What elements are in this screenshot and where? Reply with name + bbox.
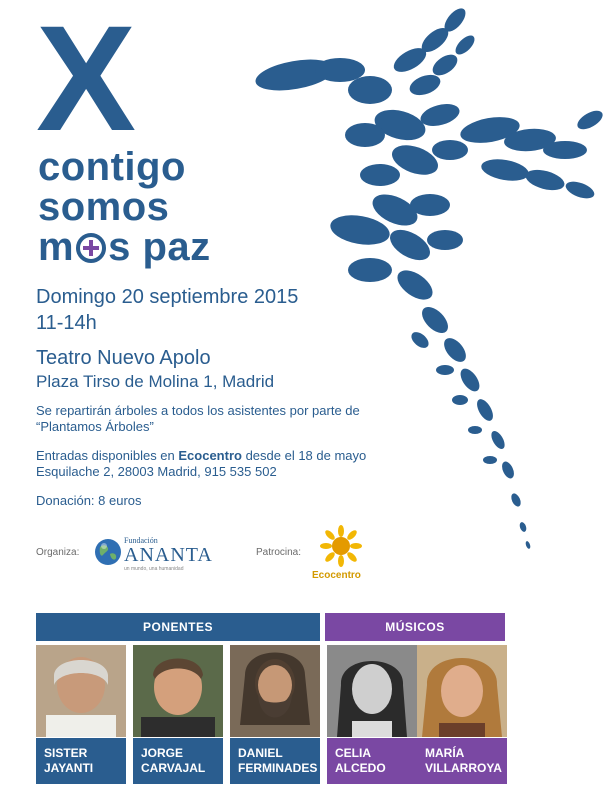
ananta-name: ANANTA xyxy=(124,544,213,566)
organizer-label: Organiza: xyxy=(36,547,80,558)
tickets-post: desde el 18 de mayo xyxy=(241,448,367,463)
sunflower-icon xyxy=(320,525,362,567)
name-first: CELIA xyxy=(335,746,371,760)
title-m: m xyxy=(38,225,75,269)
musicos-header: MÚSICOS xyxy=(325,613,505,641)
name-last: ALCEDO xyxy=(335,761,386,775)
musician-name-villarroya xyxy=(417,738,507,784)
title-s-paz: s paz xyxy=(108,225,211,269)
name-last: VILLARROYA xyxy=(425,761,502,775)
event-date: Domingo 20 septiembre 2015 xyxy=(36,286,299,308)
musician-photo-villarroya xyxy=(417,645,507,737)
speaker-photo-carvajal xyxy=(133,645,223,737)
title-line-mas-paz xyxy=(38,227,211,267)
tickets-address: Esquilache 2, 28003 Madrid, 915 535 502 xyxy=(36,464,277,479)
name-first: MARÍA xyxy=(425,746,465,760)
ecocentro-logo: Ecocentro xyxy=(312,570,361,581)
globe-icon xyxy=(94,538,122,566)
ananta-logo xyxy=(124,536,213,572)
title-x-glyph xyxy=(36,18,136,143)
tickets-pre: Entradas disponibles en xyxy=(36,448,179,463)
trees-note: Se repartirán árboles a todos los asistentes por parte de “Plantamos Árboles” xyxy=(36,403,360,434)
tickets-info xyxy=(36,448,416,480)
ananta-tagline: un mundo, una humanidad xyxy=(124,566,184,572)
name-first: JORGE xyxy=(141,746,184,760)
name-first: SISTER xyxy=(44,746,88,760)
event-venue: Teatro Nuevo Apolo xyxy=(36,347,211,369)
speaker-name-jayanti xyxy=(36,738,126,784)
musician-photo-alcedo xyxy=(327,645,417,737)
speaker-name-carvajal xyxy=(133,738,223,784)
donation-info: Donación: 8 euros xyxy=(36,493,142,508)
title-line-somos: somos xyxy=(38,185,170,229)
speaker-name-ferminades xyxy=(230,738,320,784)
tickets-brand: Ecocentro xyxy=(178,448,242,463)
title-line-contigo: contigo xyxy=(38,145,186,189)
event-time: 11-14h xyxy=(36,312,97,334)
musician-name-alcedo xyxy=(327,738,417,784)
sponsor-label: Patrocina: xyxy=(256,547,302,558)
speaker-photo-ferminades xyxy=(230,645,320,737)
event-address: Plaza Tirso de Molina 1, Madrid xyxy=(36,372,275,391)
name-last: FERMINADES xyxy=(238,761,318,775)
plus-circle-icon xyxy=(75,232,107,264)
name-first: DANIEL xyxy=(238,746,283,760)
name-last: CARVAJAL xyxy=(141,761,206,775)
ponentes-header: PONENTES xyxy=(36,613,320,641)
ananta-small: Fundación xyxy=(124,536,158,545)
name-last: JAYANTI xyxy=(44,761,94,775)
speaker-photo-jayanti xyxy=(36,645,126,737)
svg-text:X: X xyxy=(36,18,136,143)
